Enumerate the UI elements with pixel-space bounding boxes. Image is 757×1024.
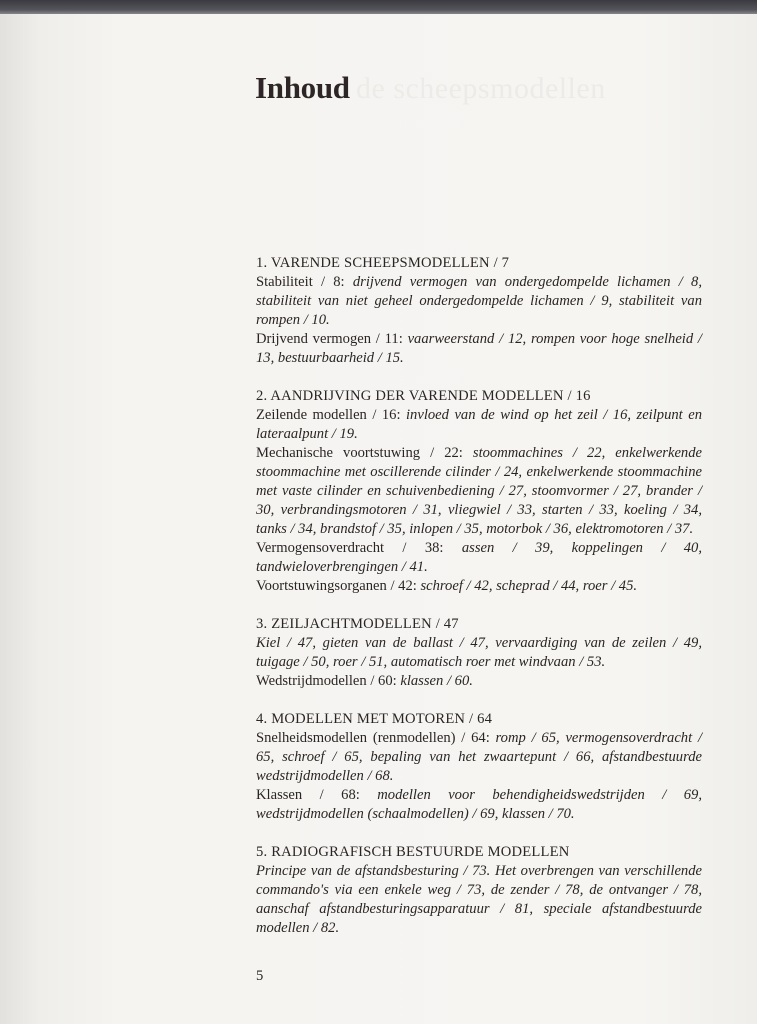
- section-heading: 1. VARENDE SCHEEPSMODELLEN / 7: [256, 255, 510, 271]
- section-entries: [256, 729, 702, 824]
- toc-entry: [256, 634, 702, 672]
- toc-entry: [256, 444, 702, 539]
- section-entries: [256, 273, 702, 368]
- toc-entry: [256, 862, 702, 938]
- topic-text: Wedstrijdmodellen / 60:: [256, 673, 401, 689]
- toc-section: [256, 843, 702, 938]
- section-heading: 5. RADIOGRAFISCH BESTUURDE MODELLEN: [256, 844, 570, 860]
- section-entries: [256, 634, 702, 691]
- show-through-text: de scheepsmodellen: [356, 72, 606, 105]
- section-heading: 4. MODELLEN MET MOTOREN / 64: [256, 711, 493, 727]
- toc-entry: [256, 577, 702, 596]
- section-heading: 2. AANDRIJVING DER VARENDE MODELLEN / 16: [256, 388, 591, 404]
- topic-text: Mechanische voortstuwing / 22:: [256, 445, 473, 461]
- subtopics-text: Principe van de afstandsbesturing / 73. Het overbrengen van verschillende commando's via een enkele weg / 73, de zender / 78, de ontvanger / 78, aanschaf afstandbesturingsapparatuur / 81, speciale afstandbestuurde modellen / 82.: [256, 863, 702, 936]
- toc-section: [256, 254, 702, 368]
- section-entries: [256, 406, 702, 596]
- subtopics-text: Kiel / 47, gieten van de ballast / 47, vervaardiging van de zeilen / 49, tuigage / 50, roer / 51, automatisch roer met windvaan / 53.: [256, 635, 702, 670]
- table-of-contents: [256, 254, 702, 957]
- toc-entry: [256, 539, 702, 577]
- topic-text: Zeilende modellen / 16:: [256, 407, 406, 423]
- section-entries: [256, 862, 702, 938]
- toc-entry: [256, 330, 702, 368]
- toc-entry: [256, 729, 702, 786]
- page-number: 5: [256, 968, 264, 984]
- topic-text: Voortstuwingsorganen / 42:: [256, 578, 421, 594]
- section-heading: 3. ZEILJACHTMODELLEN / 47: [256, 616, 459, 632]
- toc-entry: [256, 672, 702, 691]
- topic-text: Snelheidsmodellen (renmodellen) / 64:: [256, 730, 496, 746]
- topic-text: Stabiliteit / 8:: [256, 274, 353, 290]
- subtopics-text: romp / 65, vermogensoverdracht / 65, schroef / 65, bepaling van het zwaartepunt / 66, afstandbestuurde wedstrijdmodellen / 68.: [256, 730, 702, 784]
- toc-entry: [256, 406, 702, 444]
- topic-text: Drijvend vermogen / 11:: [256, 331, 408, 347]
- toc-entry: [256, 273, 702, 330]
- topic-text: Vermogensoverdracht / 38:: [256, 540, 462, 556]
- toc-section: [256, 710, 702, 824]
- topic-text: Klassen / 68:: [256, 787, 378, 803]
- toc-section: [256, 615, 702, 691]
- subtopics-text: modellen voor behendigheidswedstrijden / 69, wedstrijdmodellen (schaalmodellen) / 69, klassen / 70.: [256, 787, 702, 822]
- subtopics-text: invloed van de wind op het zeil / 16, zeilpunt en lateraalpunt / 19.: [256, 407, 702, 442]
- subtopics-text: stoommachines / 22, enkelwerkende stoommachine met oscillerende cilinder / 24, enkelwerkende stoommachine met vaste cilinder en schuivenbediening / 27, stoomvormer / 27, brander / 30, verbrandingsmotoren / 31, vliegwiel / 33, starten / 33, koeling / 34, tanks / 34, brandstof / 35, inlopen / 35, motorbok / 36, elektromotoren / 37.: [256, 445, 702, 537]
- toc-section: [256, 387, 702, 596]
- subtopics-text: vaarweerstand / 12, rompen voor hoge snelheid / 13, bestuurbaarheid / 15.: [256, 331, 702, 366]
- subtopics-text: drijvend vermogen van ondergedompelde lichamen / 8, stabiliteit van niet geheel ondergedompelde lichamen / 9, stabiliteit van rompen / 10.: [256, 274, 702, 328]
- subtopics-text: schroef / 42, scheprad / 44, roer / 45.: [420, 578, 638, 594]
- subtopics-text: assen / 39, koppelingen / 40, tandwieloverbrengingen / 41.: [256, 540, 702, 575]
- toc-entry: [256, 786, 702, 824]
- page-title: Inhoud: [255, 70, 350, 105]
- subtopics-text: klassen / 60.: [400, 673, 473, 689]
